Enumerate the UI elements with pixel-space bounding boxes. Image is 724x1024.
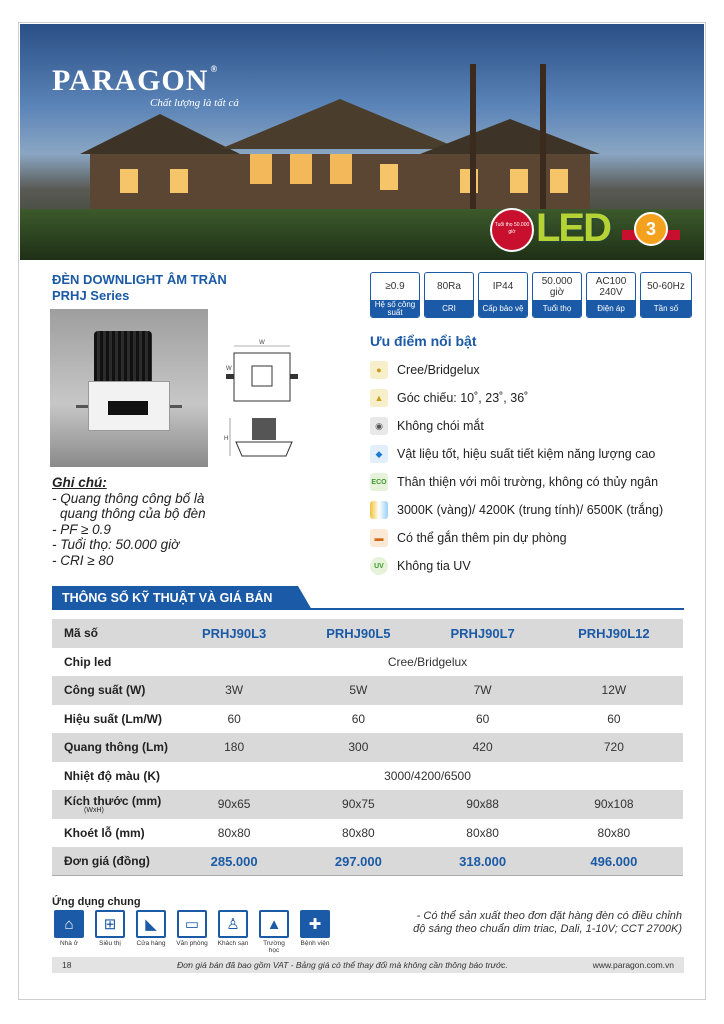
note-line: - PF ≥ 0.9 <box>52 521 111 537</box>
height-label: H <box>224 436 229 442</box>
app-hotel: ♙ Khách sạn <box>216 910 250 954</box>
table-row-price: Đơn giá (đồng) 285.000 297.000 318.000 496.000 <box>52 847 683 876</box>
note-line: - Tuổi thọ: 50.000 giờ <box>52 537 180 552</box>
shoe-icon: ◣ <box>136 910 166 938</box>
advantage-item: ECO Thân thiện với môi trường, không có thủy ngân <box>371 475 659 489</box>
color-temp-icon <box>370 501 388 519</box>
spec-section-header <box>52 586 684 610</box>
price: 318.000 <box>421 847 545 876</box>
notes-title: Ghi chú: <box>52 475 107 490</box>
spec-cri: 80Ra CRI <box>424 272 474 318</box>
cart-icon: ⊞ <box>95 910 125 938</box>
beam-angle-icon: ▲ <box>370 389 388 407</box>
office-icon: ▭ <box>177 910 207 938</box>
advantage-item: ▲ Góc chiếu: 10˚, 23˚, 36˚ <box>370 384 663 412</box>
eco-icon: ECO <box>370 473 388 491</box>
advantage-item: ▬ Có thể gắn thêm pin dự phòng <box>370 524 663 552</box>
page-number: 18 <box>62 960 72 970</box>
side-label: W <box>226 366 232 372</box>
model-code: PRHJ90L3 <box>172 619 296 648</box>
table-row: Khoét lỗ (mm) 80x80 80x80 80x80 80x80 <box>52 819 683 848</box>
custom-order-note: - Có thể sản xuất theo đơn đặt hàng đèn có điều chỉnh độ sáng theo chuẩn dim triac, Dali, 1-10V; CCT 2700K) <box>413 910 682 935</box>
heatsink <box>94 331 152 387</box>
app-office: ▭ Văn phòng <box>175 910 209 954</box>
product-title <box>52 272 227 304</box>
dimension-drawing <box>222 338 298 468</box>
footer <box>52 957 684 973</box>
advantages-list <box>370 356 663 580</box>
app-supermarket: ⊞ Siêu thị <box>93 910 127 954</box>
note-line: - Quang thông công bố là <box>52 490 205 506</box>
spec-boxes <box>370 272 692 318</box>
footer-note: Đơn giá bán đã bao gồm VAT - Bảng giá có thể thay đổi mà không cần thông báo trước. <box>177 960 508 970</box>
model-code: PRHJ90L12 <box>545 619 683 648</box>
app-home: ⌂ Nhà ở <box>52 910 86 954</box>
advantage-item: ◆ Vật liệu tốt, hiệu suất tiết kiệm năng lượng cao <box>370 440 663 468</box>
hotel-icon: ♙ <box>218 910 248 938</box>
width-label: W <box>259 340 265 346</box>
warranty-years: 3 <box>634 212 668 246</box>
price: 297.000 <box>296 847 420 876</box>
table-row: Công suất (W) 3W 5W 7W 12W <box>52 676 683 705</box>
advantage-item: ◉ Không chói mắt <box>370 412 663 440</box>
table-row: Hiệu suất (Lm/W) 60 60 60 60 <box>52 705 683 734</box>
light-aperture <box>108 401 148 415</box>
led-chip-icon: ● <box>370 361 388 379</box>
advantage-item: 3000K (vàng)/ 4200K (trung tính)/ 6500K (trắng) <box>370 496 663 524</box>
spec-frequency: 50-60Hz Tần số <box>640 272 692 318</box>
applications-title: Ứng dụng chung <box>52 896 141 908</box>
model-code: PRHJ90L5 <box>296 619 420 648</box>
spec-lifetime: 50.000 giờ Tuổi thọ <box>532 272 582 318</box>
uv-icon: UV <box>370 557 388 575</box>
diamond-icon: ◆ <box>370 445 388 463</box>
eye-icon: ◉ <box>370 417 388 435</box>
brand-logo: PARAGON ® <box>52 64 219 97</box>
price: 285.000 <box>172 847 296 876</box>
led-logo: LED <box>536 206 610 250</box>
price: 496.000 <box>545 847 683 876</box>
notes <box>52 475 206 568</box>
applications-list <box>52 910 332 954</box>
model-code: PRHJ90L7 <box>421 619 545 648</box>
tree-trunk <box>470 64 476 214</box>
school-icon: ▲ <box>259 910 289 938</box>
note-line: quang thông của bộ đèn <box>60 506 206 521</box>
spec-power-factor: ≥0.9 Hệ số công suất <box>370 272 420 318</box>
battery-icon: ▬ <box>370 529 388 547</box>
app-shop: ◣ Cửa hàng <box>134 910 168 954</box>
spec-price-table <box>52 619 683 876</box>
warranty-badge <box>622 210 680 250</box>
table-row: Chip led Cree/Bridgelux <box>52 648 683 677</box>
spec-voltage: AC100 240V Điện áp <box>586 272 636 318</box>
product-title-line1: ĐÈN DOWNLIGHT ÂM TRẦN <box>52 272 227 287</box>
product-photo <box>50 309 208 467</box>
lifetime-badge: Tuổi thọ 50.000 giờ <box>490 208 534 252</box>
note-line: - CRI ≥ 80 <box>52 552 114 568</box>
advantage-item: UV Không tia UV <box>370 552 663 580</box>
table-row: Quang thông (Lm) 180 300 420 720 <box>52 733 683 762</box>
advantage-item: ● Cree/Bridgelux <box>370 356 663 384</box>
website-link[interactable]: www.paragon.com.vn <box>592 960 674 970</box>
table-header-row: Mã số PRHJ90L3 PRHJ90L5 PRHJ90L7 PRHJ90L12 <box>52 619 683 648</box>
tree-trunk <box>540 64 546 214</box>
table-row: Kích thước (mm) (WxH) 90x65 90x75 90x88 90x108 <box>52 790 683 819</box>
spec-ip: IP44 Cấp bảo vệ <box>478 272 528 318</box>
table-row: Nhiệt độ màu (K) 3000/4200/6500 <box>52 762 683 791</box>
advantages-title: Ưu điểm nổi bật <box>370 333 477 349</box>
product-series: PRHJ Series <box>52 288 130 303</box>
brand-tagline: Chất lượng là tất cả <box>150 97 239 109</box>
app-hospital: ✚ Bệnh viện <box>298 910 332 954</box>
house-illustration <box>80 94 600 214</box>
section-title: THÔNG SỐ KỸ THUẬT VÀ GIÁ BÁN <box>52 586 298 610</box>
house-icon: ⌂ <box>54 910 84 938</box>
hospital-icon: ✚ <box>300 910 330 938</box>
app-school: ▲ Trường học <box>257 910 291 954</box>
